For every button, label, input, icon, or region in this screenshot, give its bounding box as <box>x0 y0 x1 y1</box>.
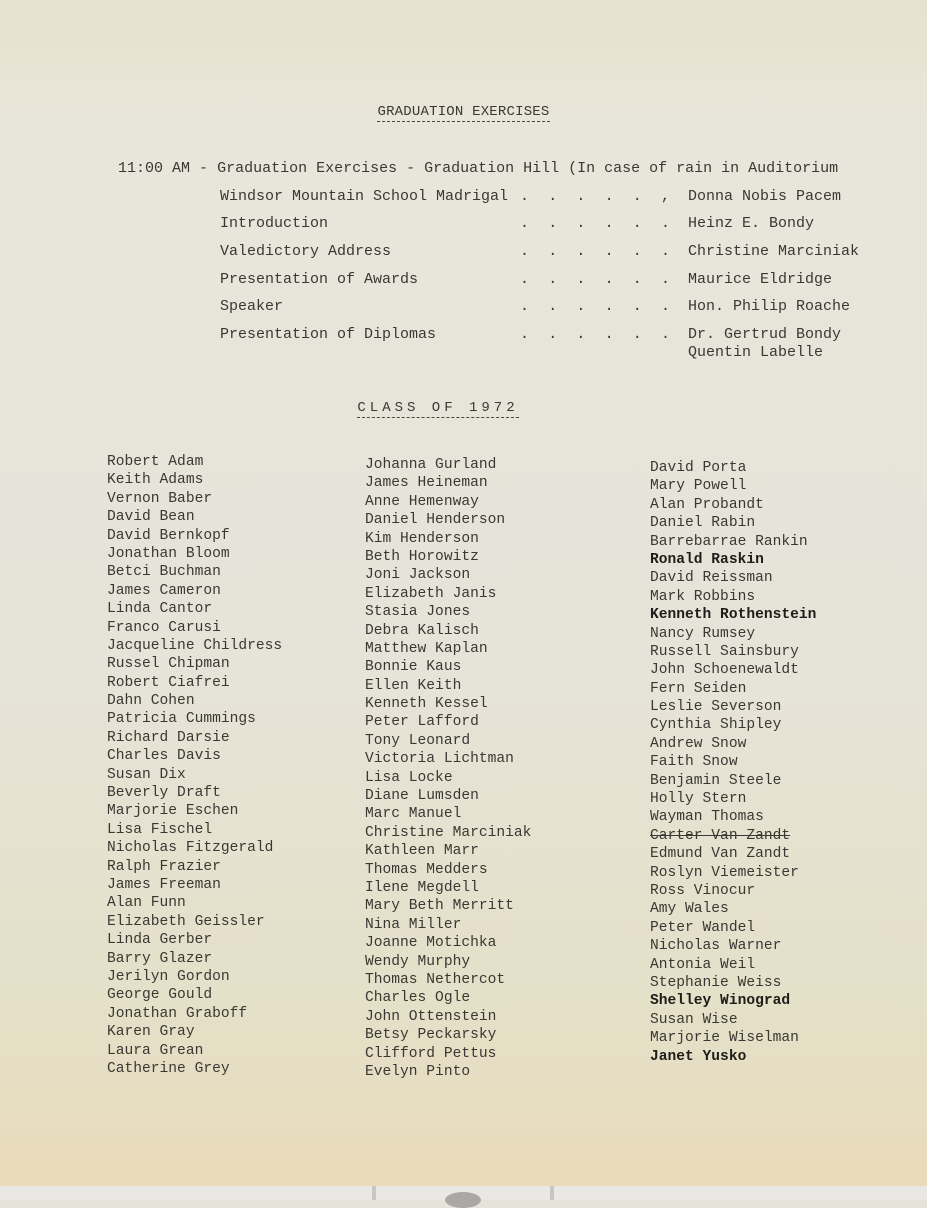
graduate-name: Betci Buchman <box>107 564 221 581</box>
class-title <box>0 400 876 416</box>
graduate-name: Anne Hemenway <box>365 493 479 510</box>
program-item-person: Dr. Gertrud Bondy <box>688 326 842 343</box>
leader-dot: . <box>660 271 670 288</box>
dot-leader <box>520 326 670 343</box>
leader-dot: . <box>520 188 530 205</box>
graduate-name: Ralph Frazier <box>107 858 221 875</box>
graduate-name: Evelyn Pinto <box>365 1063 471 1080</box>
graduate-name: Patricia Cummings <box>107 711 256 728</box>
graduate-name: Kenneth Kessel <box>365 696 488 713</box>
graduate-name: Johanna Gurland <box>365 457 497 473</box>
graduate-name: Nina Miller <box>365 916 462 933</box>
leader-dot: . <box>576 298 586 315</box>
graduate-name: Tony Leonard <box>365 732 471 749</box>
leader-dot: . <box>632 326 642 343</box>
graduate-name: Kenneth Rothenstein <box>650 607 817 624</box>
graduate-name: Keith Adams <box>107 472 204 489</box>
graduate-name: Karen Gray <box>107 1024 195 1041</box>
graduate-name: Wendy Murphy <box>365 953 471 970</box>
schedule-separator: - <box>199 160 209 177</box>
graduate-name: Kathleen Marr <box>365 843 479 860</box>
leader-dot: . <box>604 188 614 205</box>
leader-dot: . <box>576 326 586 343</box>
stand-leg <box>372 1186 376 1200</box>
graduate-name: David Porta <box>650 460 747 476</box>
program-item-person: Donna Nobis Pacem <box>688 188 842 205</box>
graduate-name: Joni Jackson <box>365 567 471 584</box>
leader-dot: . <box>576 188 586 205</box>
schedule-line <box>118 160 838 177</box>
leader-dot: . <box>660 215 670 232</box>
graduate-name: Susan Dix <box>107 766 186 783</box>
graduate-name: David Bean <box>107 509 195 526</box>
leader-dot: . <box>520 243 530 260</box>
program-item-label: Presentation of Awards <box>220 271 419 288</box>
graduate-name: Alan Probandt <box>650 496 764 513</box>
graduate-name: Nicholas Warner <box>650 938 782 955</box>
graduate-name: Barry Glazer <box>107 950 213 967</box>
leader-dot: . <box>520 298 530 315</box>
page-title <box>0 104 927 120</box>
graduate-name: Edmund Van Zandt <box>650 846 791 863</box>
dot-leader <box>520 271 670 288</box>
class-title-text: CLASS OF 1972 <box>357 400 519 416</box>
program-item-label: Introduction <box>220 215 329 232</box>
graduate-name: Jonathan Graboff <box>107 1005 248 1022</box>
leader-dot: . <box>632 243 642 260</box>
graduate-name: Leslie Severson <box>650 699 782 716</box>
graduate-name: Elizabeth Janis <box>365 585 497 602</box>
graduate-name: Marjorie Eschen <box>107 803 239 820</box>
graduate-name: Nancy Rumsey <box>650 625 756 642</box>
leader-dot: . <box>548 298 558 315</box>
dot-leader <box>520 298 670 315</box>
program-item-person: Christine Marciniak <box>688 243 860 260</box>
graduate-name: Faith Snow <box>650 754 738 771</box>
graduate-name: Matthew Kaplan <box>365 640 488 657</box>
graduate-name: John Schoenewaldt <box>650 662 799 679</box>
graduate-name: Lisa Locke <box>365 769 453 786</box>
dot-leader <box>520 243 670 260</box>
graduate-name: Debra Kalisch <box>365 622 479 639</box>
graduate-name: Laura Grean <box>107 1042 204 1059</box>
graduate-name: Clifford Pettus <box>365 1045 497 1062</box>
graduate-name: Richard Darsie <box>107 729 230 746</box>
graduate-name: James Heineman <box>365 475 488 492</box>
leader-dot: . <box>660 326 670 343</box>
graduate-name: Fern Seiden <box>650 680 747 697</box>
graduate-name: Jonathan Bloom <box>107 545 230 562</box>
graduate-name: Mary Powell <box>650 478 747 495</box>
graduate-name: George Gould <box>107 987 213 1004</box>
leader-dot: . <box>604 215 614 232</box>
graduate-name: Stephanie Weiss <box>650 974 782 991</box>
leader-dot: . <box>604 243 614 260</box>
graduate-name: Lisa Fischel <box>107 821 213 838</box>
graduate-name: Jerilyn Gordon <box>107 968 230 985</box>
graduate-name: Charles Davis <box>107 748 221 765</box>
stand-knob <box>445 1192 481 1208</box>
graduate-name: Stasia Jones <box>365 604 471 621</box>
graduate-name: Daniel Henderson <box>365 512 506 529</box>
leader-dot: . <box>520 271 530 288</box>
program-item-label: Speaker <box>220 298 284 315</box>
program-item-person: Quentin Labelle <box>688 344 824 361</box>
graduate-name: Benjamin Steele <box>650 772 782 789</box>
graduate-name: Susan Wise <box>650 1011 738 1028</box>
graduate-name: Robert Adam <box>107 454 204 470</box>
graduate-name: Antonia Weil <box>650 956 756 973</box>
dot-leader <box>520 188 670 205</box>
graduate-name: Janet Yusko <box>650 1048 747 1065</box>
display-stand <box>0 1186 927 1200</box>
leader-dot: . <box>660 243 670 260</box>
program-item-label: Windsor Mountain School Madrigal <box>220 188 509 205</box>
graduate-name: Shelley Winograd <box>650 993 791 1010</box>
graduate-name: Robert Ciafrei <box>107 674 230 691</box>
graduate-name: Marjorie Wiselman <box>650 1030 799 1047</box>
graduate-name: Linda Gerber <box>107 932 213 949</box>
program-item-label: Valedictory Address <box>220 243 392 260</box>
leader-dot: . <box>604 271 614 288</box>
graduate-name: Charles Ogle <box>365 990 471 1007</box>
graduate-name: Roslyn Viemeister <box>650 864 799 881</box>
graduate-name: Ellen Keith <box>365 677 462 694</box>
graduate-name: Beverly Draft <box>107 785 221 802</box>
schedule-event: Graduation Exercises - Graduation Hill (In case of rain in Auditorium <box>217 160 839 177</box>
program-item-person: Maurice Eldridge <box>688 271 833 288</box>
leader-dot: , <box>660 188 670 205</box>
graduate-name: David Bernkopf <box>107 527 230 544</box>
graduate-name: Thomas Medders <box>365 861 488 878</box>
graduate-name: Andrew Snow <box>650 735 747 752</box>
graduate-name: Marc Manuel <box>365 806 462 823</box>
graduate-name: Kim Henderson <box>365 530 479 547</box>
leader-dot: . <box>632 271 642 288</box>
leader-dot: . <box>632 298 642 315</box>
graduate-name: Linda Cantor <box>107 601 213 618</box>
dot-leader <box>520 215 670 232</box>
graduate-name: Cynthia Shipley <box>650 717 782 734</box>
graduate-name: Barrebarrae Rankin <box>650 533 808 550</box>
leader-dot: . <box>632 188 642 205</box>
names-column-1 <box>107 453 282 1078</box>
graduate-name: Russell Sainsbury <box>650 643 799 660</box>
graduate-name: Franco Carusi <box>107 619 221 636</box>
graduate-name: Beth Horowitz <box>365 548 479 565</box>
leader-dot: . <box>548 188 558 205</box>
stand-leg <box>550 1186 554 1200</box>
graduate-name: Daniel Rabin <box>650 515 756 532</box>
graduate-name: Diane Lumsden <box>365 788 479 805</box>
graduate-name: James Cameron <box>107 582 221 599</box>
graduate-name: Peter Wandel <box>650 919 756 936</box>
leader-dot: . <box>576 215 586 232</box>
program-item-person: Heinz E. Bondy <box>688 215 815 232</box>
program-item-label: Presentation of Diplomas <box>220 326 437 343</box>
leader-dot: . <box>520 215 530 232</box>
graduate-name: Dahn Cohen <box>107 693 195 710</box>
graduate-name: Amy Wales <box>650 901 729 918</box>
leader-dot: . <box>548 271 558 288</box>
leader-dot: . <box>548 326 558 343</box>
graduate-name: Alan Funn <box>107 895 186 912</box>
graduate-name: David Reissman <box>650 570 773 587</box>
leader-dot: . <box>576 271 586 288</box>
graduate-name: Nicholas Fitzgerald <box>107 840 274 857</box>
graduate-name: Ronald Raskin <box>650 551 764 568</box>
graduate-name: Carter Van Zandt <box>650 827 791 844</box>
leader-dot: . <box>548 243 558 260</box>
graduate-name: Holly Stern <box>650 791 747 808</box>
leader-dot: . <box>520 326 530 343</box>
graduate-name: Elizabeth Geissler <box>107 913 265 930</box>
graduate-name: Bonnie Kaus <box>365 659 462 676</box>
graduate-name: Christine Marciniak <box>365 824 532 841</box>
graduate-name: Mary Beth Merritt <box>365 898 514 915</box>
leader-dot: . <box>660 298 670 315</box>
leader-dot: . <box>576 243 586 260</box>
program-item-person: Hon. Philip Roache <box>688 298 851 315</box>
graduate-name: Catherine Grey <box>107 1060 230 1077</box>
graduate-name: James Freeman <box>107 876 221 893</box>
leader-dot: . <box>604 326 614 343</box>
graduate-name: Mark Robbins <box>650 588 756 605</box>
names-column-3 <box>650 459 816 1066</box>
graduate-name: Ilene Megdell <box>365 879 479 896</box>
leader-dot: . <box>548 215 558 232</box>
graduate-name: Vernon Baber <box>107 490 213 507</box>
graduate-name: Russel Chipman <box>107 656 230 673</box>
graduate-name: Ross Vinocur <box>650 882 756 899</box>
graduate-name: Joanne Motichka <box>365 935 497 952</box>
graduate-name: Jacqueline Childress <box>107 637 283 654</box>
graduate-name: Peter Lafford <box>365 714 479 731</box>
schedule-time: 11:00 AM <box>118 160 191 177</box>
page-title-text: GRADUATION EXERCISES <box>377 104 550 120</box>
graduate-name: Thomas Nethercot <box>365 971 506 988</box>
graduate-name: John Ottenstein <box>365 1008 497 1025</box>
leader-dot: . <box>632 215 642 232</box>
graduate-name: Victoria Lichtman <box>365 751 514 768</box>
graduate-name: Betsy Peckarsky <box>365 1027 497 1044</box>
graduate-name: Wayman Thomas <box>650 809 764 826</box>
leader-dot: . <box>604 298 614 315</box>
names-column-2 <box>365 456 531 1081</box>
